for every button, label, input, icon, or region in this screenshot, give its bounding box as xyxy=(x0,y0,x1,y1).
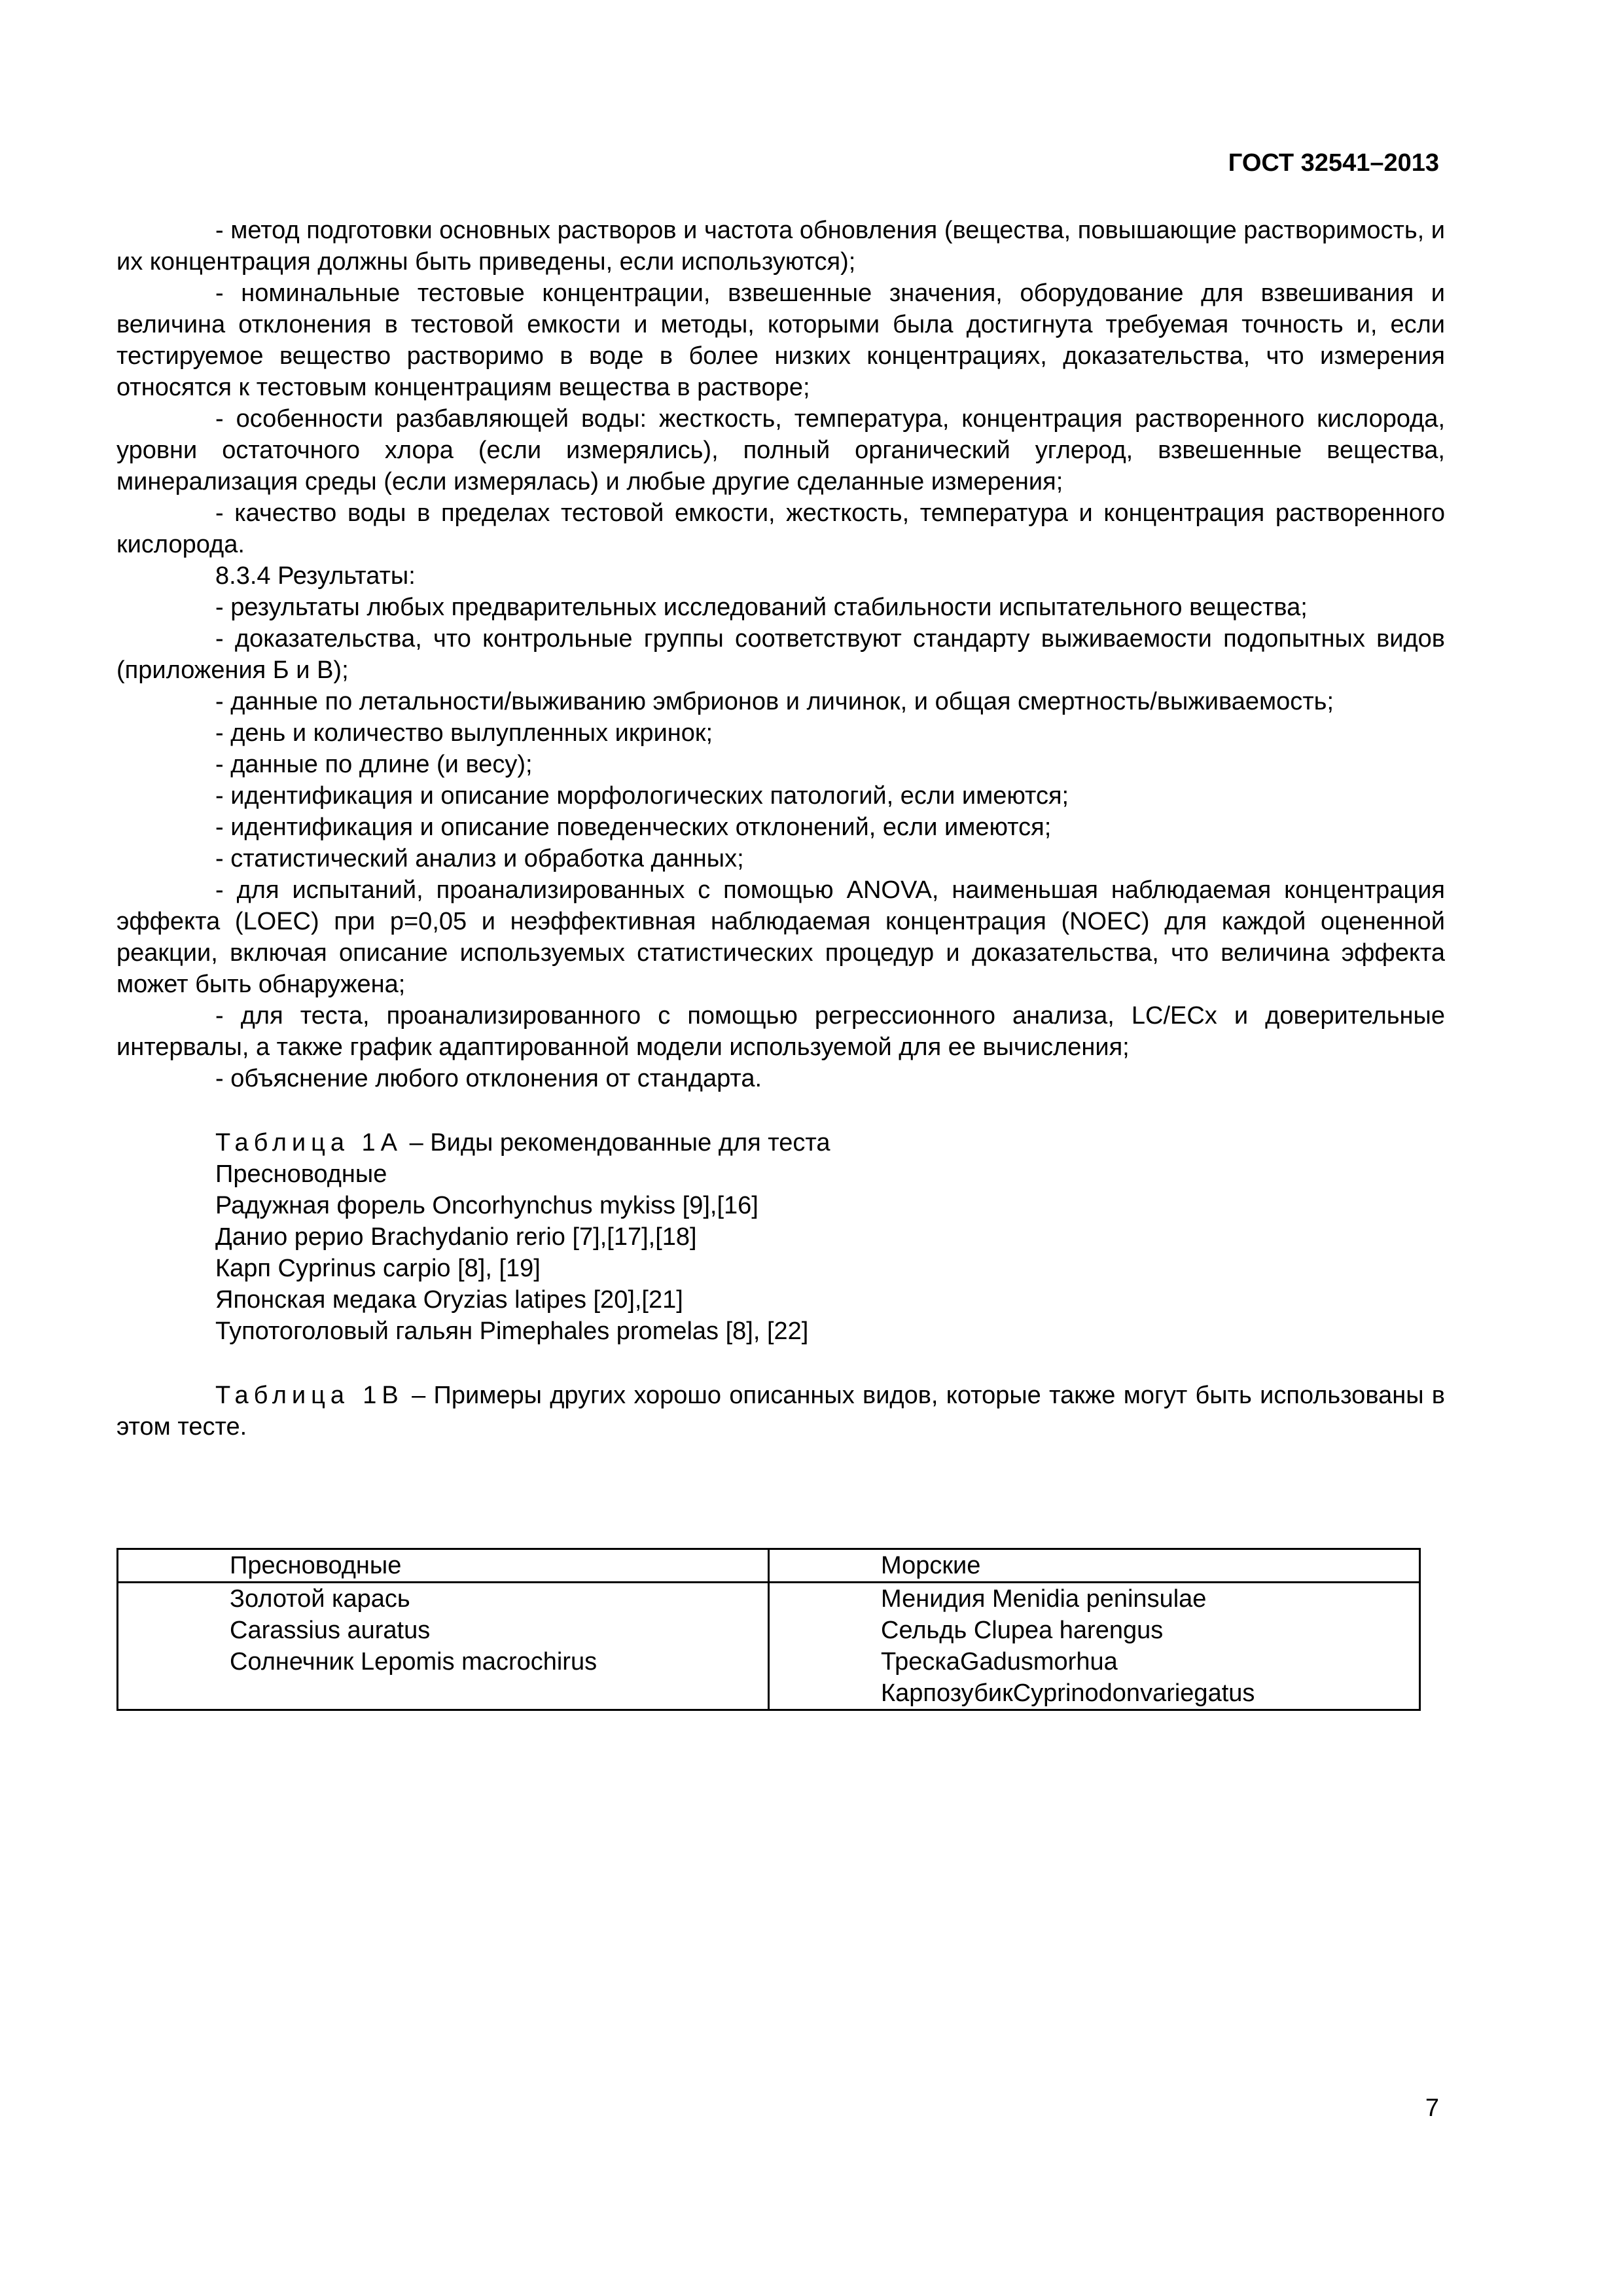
result-item: - для теста, проанализированного с помощью регрессионного анализа, LC/ECx и доверительные интервалы, а также график адаптированной модели используемой для ее вычисления; xyxy=(116,1002,1445,1061)
table-1a-line: Радужная форель Oncorhynchus mykiss [9],[16] xyxy=(215,1192,758,1219)
document-body xyxy=(116,215,1445,1443)
species-table-1b xyxy=(116,1548,1421,1711)
table-1b-label: Таблица 1В xyxy=(215,1382,404,1409)
result-item: - данные по летальности/выживанию эмбрионов и личинок, и общая смертность/выживаемость; xyxy=(215,688,1334,715)
result-item: - объяснение любого отклонения от стандарта. xyxy=(215,1065,762,1092)
result-item: - данные по длине (и весу); xyxy=(215,751,533,778)
freshwater-species: Золотой карась xyxy=(230,1585,410,1613)
table-1a-line: Карп Cyprinus carpio [8], [19] xyxy=(215,1255,541,1282)
marine-species: Сельдь Clupea harengus xyxy=(881,1617,1164,1644)
result-item: - день и количество вылупленных икринок; xyxy=(215,719,713,747)
marine-species: КарпозубикCyprinodonvariegatus xyxy=(881,1679,1255,1707)
paragraph: - особенности разбавляющей воды: жесткость, температура, концентрация растворенного кислорода, уровни остаточного хлора (если измерялись), полный органический углерод, взвешенные вещества, минерализация среды (если измерялась) и любые другие сделанные измерения; xyxy=(116,405,1445,495)
result-item: - идентификация и описание морфологических патологий, если имеются; xyxy=(215,782,1069,810)
table-1a-line: Пресноводные xyxy=(215,1160,387,1188)
section-heading: 8.3.4 Результаты: xyxy=(215,562,416,590)
table-1a-caption xyxy=(116,1127,1445,1158)
table-1a-line: Данио рерио Brachydanio rerio [7],[17],[18] xyxy=(215,1223,697,1251)
table-header-row xyxy=(118,1549,1420,1583)
page-number: 7 xyxy=(1425,2094,1439,2122)
paragraph: - качество воды в пределах тестовой емкости, жесткость, температура и концентрация растворенного кислорода. xyxy=(116,499,1445,558)
table-row xyxy=(118,1583,1420,1710)
table-1a-line: Японская медака Oryzias latipes [20],[21] xyxy=(215,1286,683,1314)
table-1b-title: – Примеры других хорошо описанных видов, которые также могут быть использованы в этом тесте. xyxy=(116,1382,1445,1441)
result-item: - статистический анализ и обработка данных; xyxy=(215,845,744,872)
freshwater-cell xyxy=(118,1583,769,1710)
table-1a-title: – Виды рекомендованные для теста xyxy=(402,1129,830,1157)
marine-cell xyxy=(769,1583,1420,1710)
result-item: - результаты любых предварительных исследований стабильности испытательного вещества; xyxy=(215,594,1308,621)
document-code: ГОСТ 32541–2013 xyxy=(1228,149,1439,177)
table-header-marine: Морские xyxy=(769,1549,1420,1583)
marine-species: ТрескаGadusmorhua xyxy=(881,1648,1118,1676)
result-item: - для испытаний, проанализированных с помощью ANOVA, наименьшая наблюдаемая концентрация эффекта (LOEC) при p=0,05 и неэффективная наблюдаемая концентрация (NOEC) для каждой оцененной реакции, включая описание используемых статистических процедур и доказательства, что величина эффекта может быть обнаружена; xyxy=(116,876,1445,998)
result-item: - идентификация и описание поведенческих отклонений, если имеются; xyxy=(215,814,1052,841)
table-1a-label: Таблица 1А xyxy=(215,1129,403,1157)
marine-species: Менидия Menidia peninsulae xyxy=(881,1585,1207,1613)
table-1a-line: Тупотоголовый гальян Pimephales promelas [8], [22] xyxy=(215,1318,809,1345)
freshwater-species: Carassius auratus xyxy=(230,1617,431,1644)
table-header-freshwater: Пресноводные xyxy=(118,1549,769,1583)
paragraph: - метод подготовки основных растворов и частота обновления (вещества, повышающие растворимость, и их концентрация должны быть приведены, если используются); xyxy=(116,217,1445,276)
freshwater-species: Солнечник Lepomis macrochirus xyxy=(230,1648,597,1676)
paragraph: - номинальные тестовые концентрации, взвешенные значения, оборудование для взвешивания и величина отклонения в тестовой емкости и методы, которыми была достигнута требуемая точность и, если тестируемое вещество растворимо в воде в более низких концентрациях, доказательства, что измерения относятся к тестовым концентрациям вещества в растворе; xyxy=(116,279,1445,401)
result-item: - доказательства, что контрольные группы соответствуют стандарту выживаемости подопытных видов (приложения Б и В); xyxy=(116,625,1445,684)
table-1b-caption xyxy=(116,1380,1445,1443)
